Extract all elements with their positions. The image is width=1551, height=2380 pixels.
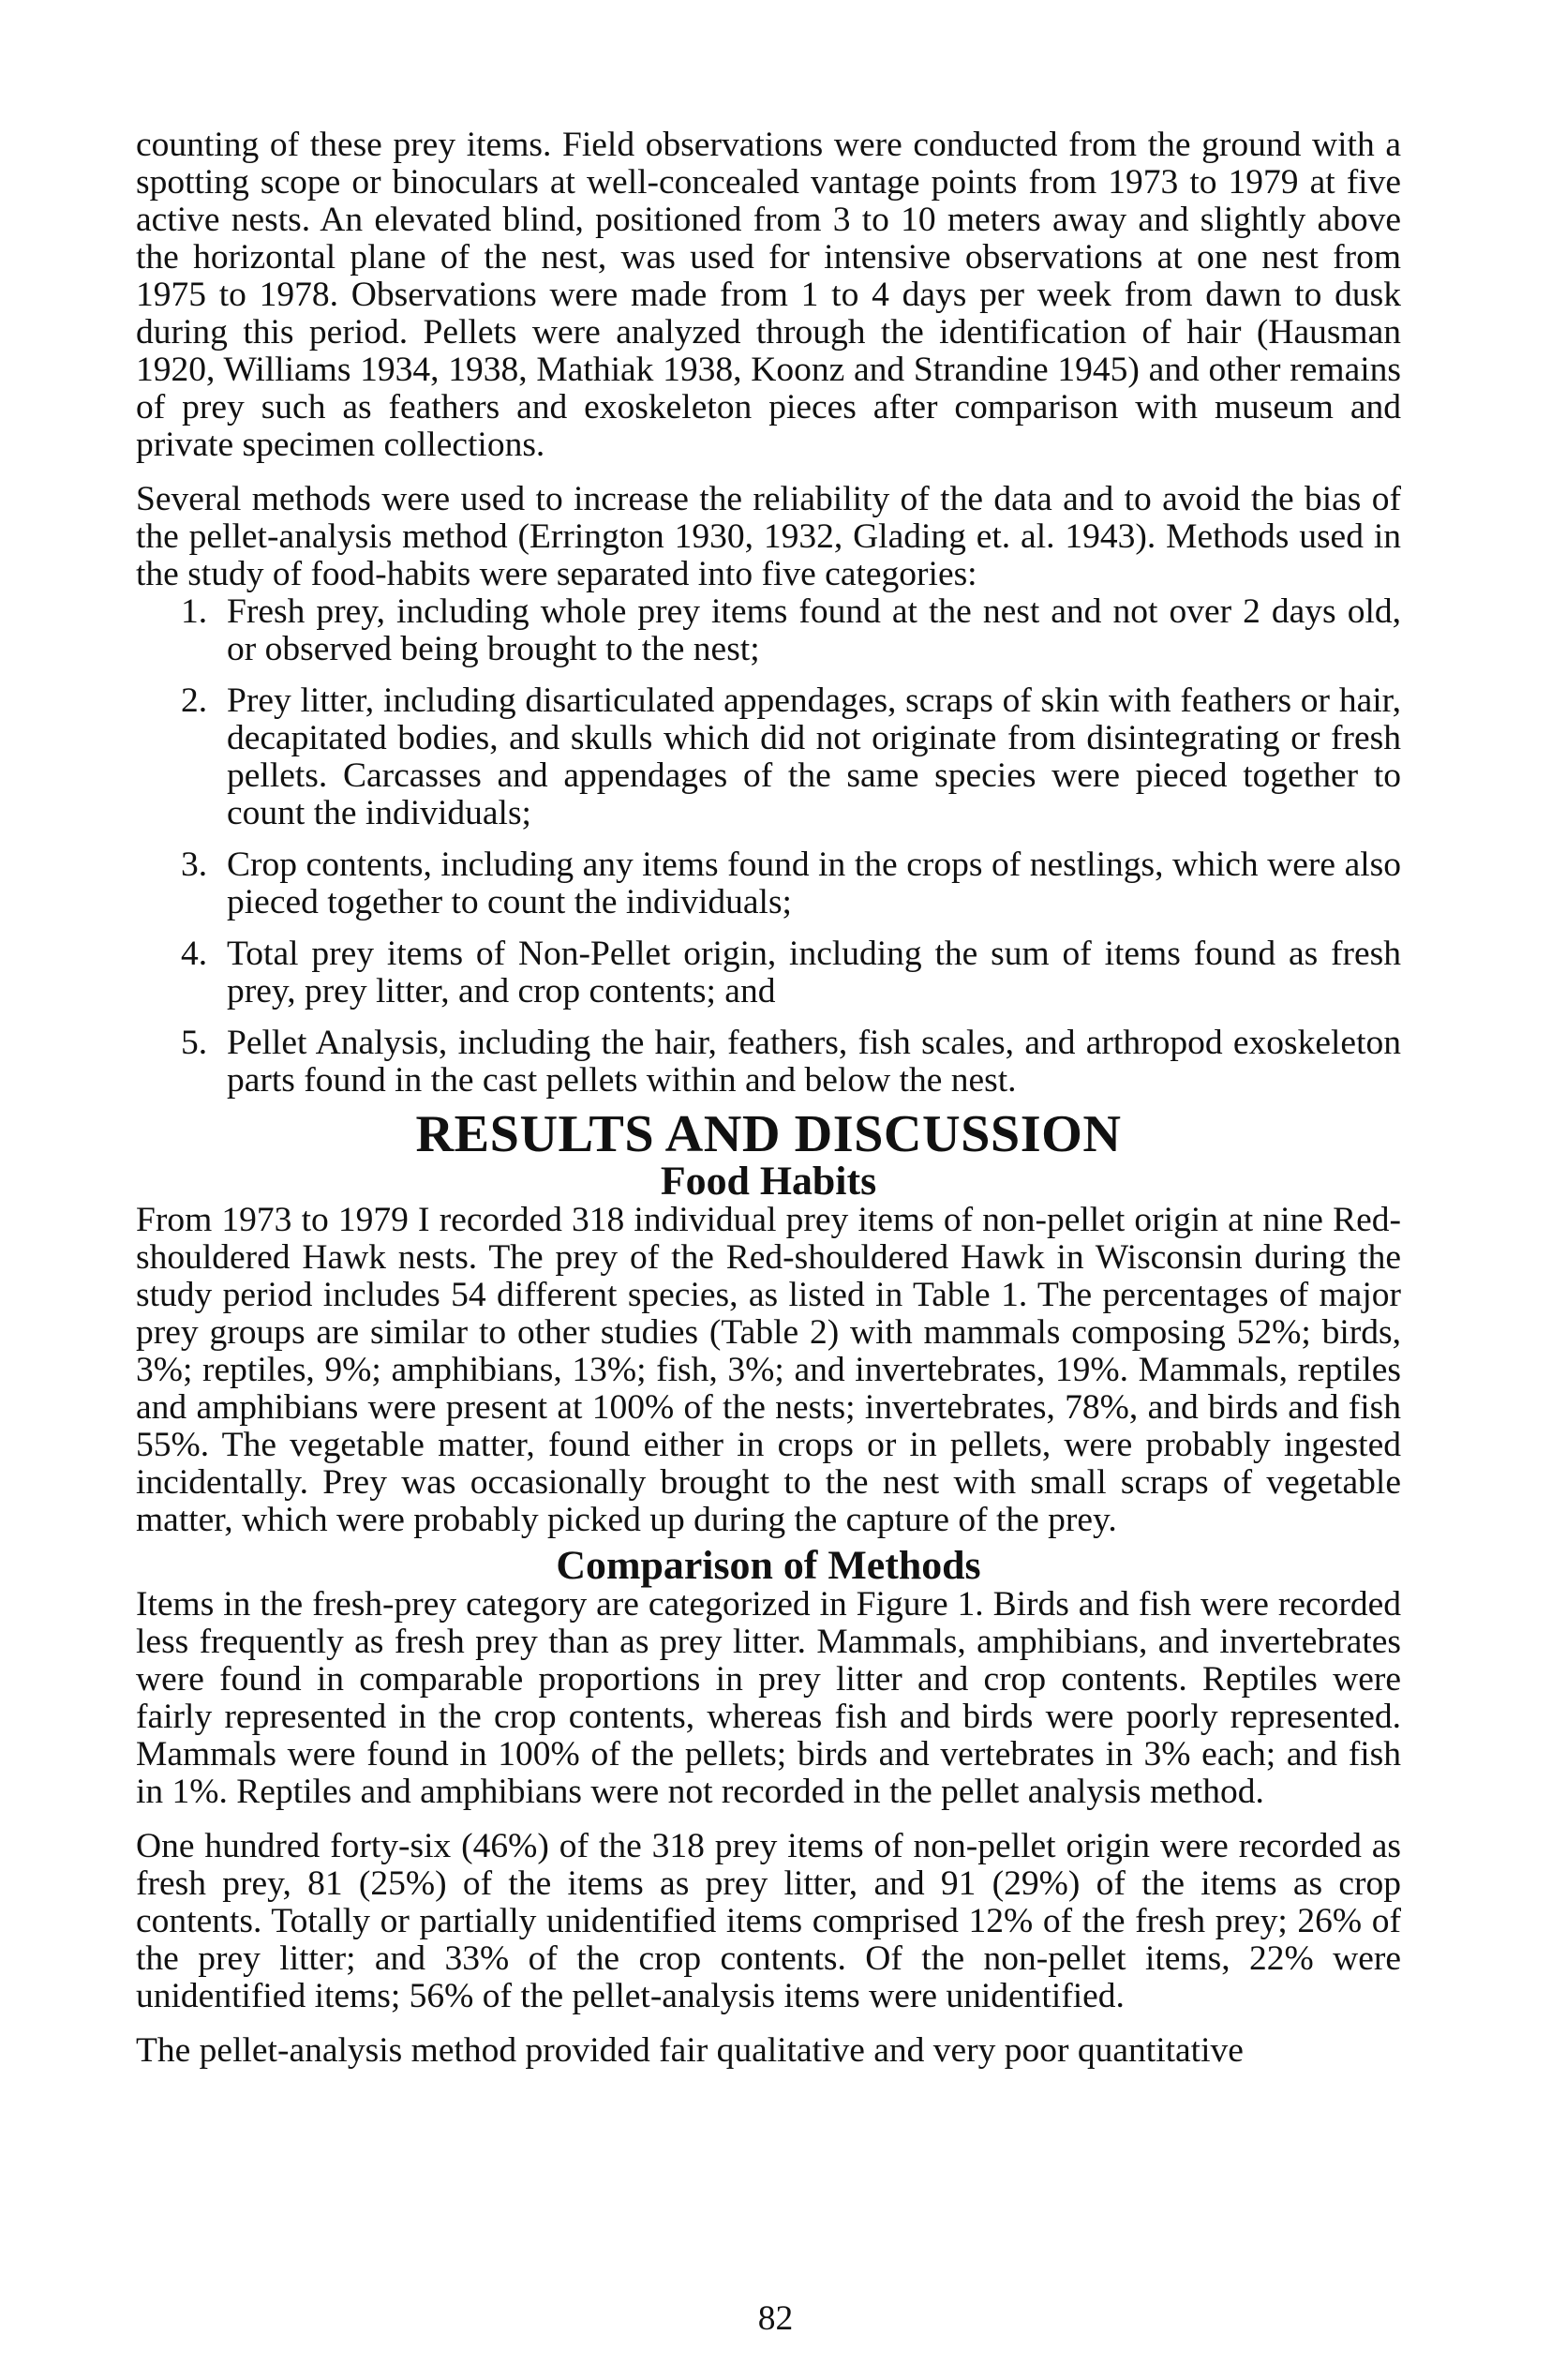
paragraph-food-habits: From 1973 to 1979 I recorded 318 individual prey items of non-pellet origin at nine Red-shouldered Hawk nests. The prey of the Red-shouldered Hawk in Wisconsin during the study period includes 54 different species, as listed in Table 1. The percentages of major prey groups are similar to other studies (Table 2) with mammals composing 52%; birds, 3%; reptiles, 9%; amphibians, 13%; fish, 3%; and invertebrates, 19%. Mammals, reptiles and amphibians were present at 100% of the nests; invertebrates, 78%, and birds and fish 55%. The vegetable matter, found either in crops or in pellets, were probably ingested incidentally. Prey was occasionally brought to the nest with small scraps of vegetable matter, which were probably picked up during the capture of the prey. bbox=[136, 1201, 1401, 1539]
section-heading-results: RESULTS AND DISCUSSION bbox=[415, 1105, 1122, 1163]
list-item-number: 2. bbox=[181, 681, 208, 720]
list-item-number: 5. bbox=[181, 1024, 208, 1062]
list-item bbox=[136, 593, 1401, 668]
list-item-number: 3. bbox=[181, 846, 208, 884]
paragraph-comparison-counts: One hundred forty-six (46%) of the 318 prey items of non-pellet origin were recorded as fresh prey, 81 (25%) of the items as prey litter, and 91 (29%) of the items as crop contents. Totally or partially unidentified items comprised 12% of the fresh prey; 26% of the prey litter; and 33% of the crop contents. Of the non-pellet items, 22% were unidentified items; 56% of the pellet-analysis items were unidentified. bbox=[136, 1827, 1401, 2015]
list-item-text: Total prey items of Non-Pellet origin, including the sum of items found as fresh prey, prey litter, and crop contents; and bbox=[227, 935, 1401, 1010]
subsection-heading-food-habits: Food Habits bbox=[660, 1159, 877, 1204]
list-item bbox=[136, 1025, 1401, 1100]
paragraph-methods-reliability: Several methods were used to increase the reliability of the data and to avoid the bias of the pellet-analysis method (Errington 1930, 1932, Glading et. al. 1943). Methods used in the study of food-habits were separated into five categories: bbox=[136, 480, 1401, 593]
list-item bbox=[136, 682, 1401, 832]
paragraph-pellet-analysis: The pellet-analysis method provided fair qualitative and very poor quantitative bbox=[136, 2031, 1244, 2070]
list-item bbox=[136, 936, 1401, 1010]
list-item-number: 4. bbox=[181, 935, 208, 973]
page-number: 82 bbox=[757, 2299, 794, 2338]
list-item bbox=[136, 846, 1401, 921]
paragraph-methods-observations: counting of these prey items. Field observations were conducted from the ground with a spotting scope or binoculars at well-concealed vantage points from 1973 to 1979 at five active nests. An elevated blind, positioned from 3 to 10 meters away and slightly above the horizontal plane of the nest, was used for intensive observations at one nest from 1975 to 1978. Observations were made from 1 to 4 days per week from dawn to dusk during this period. Pellets were analyzed through the identification of hair (Hausman 1920, Williams 1934, 1938, Mathiak 1938, Koonz and Strandine 1945) and other remains of prey such as feathers and exoskeleton pieces after comparison with museum and private specimen collections. bbox=[136, 126, 1401, 464]
page-body bbox=[136, 127, 1401, 2070]
list-item-text: Pellet Analysis, including the hair, feathers, fish scales, and arthropod exoskeleton parts found in the cast pellets within and below the nest. bbox=[227, 1024, 1401, 1100]
subsection-heading-comparison: Comparison of Methods bbox=[556, 1543, 981, 1588]
list-item-text: Prey litter, including disarticulated appendages, scraps of skin with feathers or hair, decapitated bodies, and skulls which did not originate from disintegrating or fresh pellets. Carcasses and appendages of the same species were pieced together to count the individuals; bbox=[227, 681, 1401, 832]
list-item-number: 1. bbox=[181, 592, 208, 631]
methods-list bbox=[136, 593, 1401, 1100]
list-item-text: Crop contents, including any items found in the crops of nestlings, which were also pieced together to count the individuals; bbox=[227, 846, 1401, 921]
paragraph-comparison-categories: Items in the fresh-prey category are categorized in Figure 1. Birds and fish were recorded less frequently as fresh prey than as prey litter. Mammals, amphibians, and invertebrates were found in comparable proportions in prey litter and crop contents. Reptiles were fairly represented in the crop contents, whereas fish and birds were poorly represented. Mammals were found in 100% of the pellets; birds and vertebrates in 3% each; and fish in 1%. Reptiles and amphibians were not recorded in the pellet analysis method. bbox=[136, 1585, 1401, 1811]
list-item-text: Fresh prey, including whole prey items found at the nest and not over 2 days old, or observed being brought to the nest; bbox=[227, 592, 1401, 668]
